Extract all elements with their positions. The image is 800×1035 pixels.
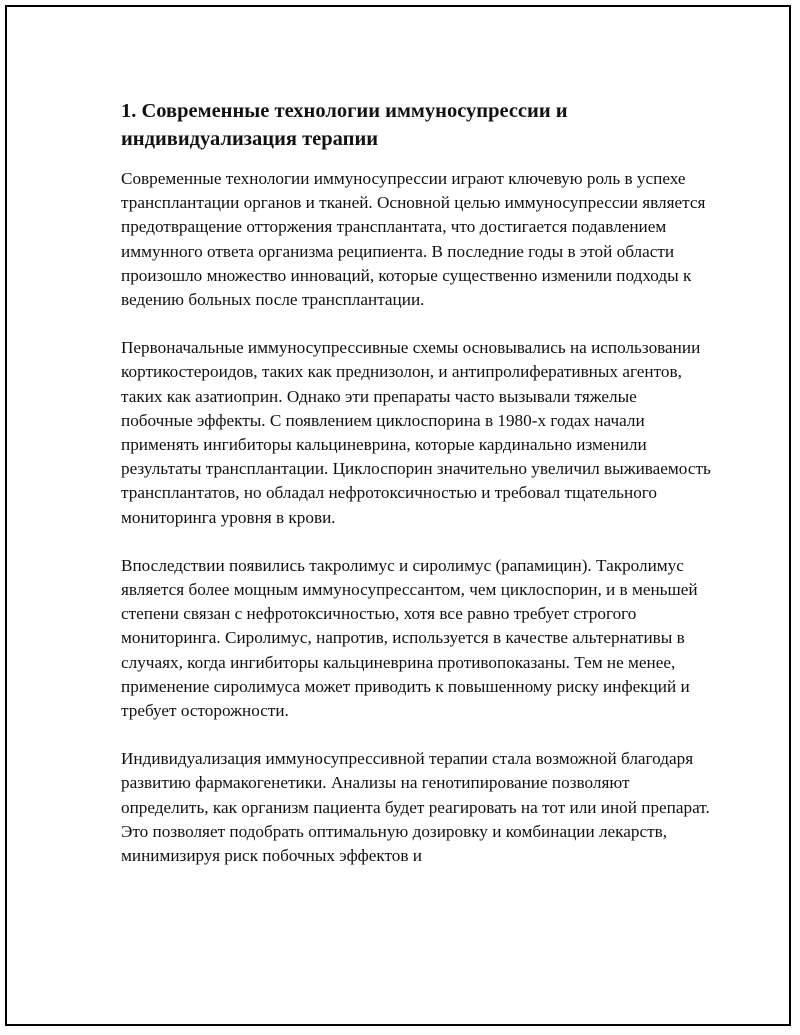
section-heading: 1. Современные технологии иммуносупрессии и индивидуализация терапии: [121, 100, 568, 150]
paragraph-4: Индивидуализация иммуносупрессивной терапии стала возможной благодаря развитию фармакогенетики. Анализы на генотипирование позволяют определить, как организм пациента будет реагировать на тот или иной препарат. Это позволяет подобрать оптимальную дозировку и комбинации лекарств, минимизируя риск побочных эффектов и: [121, 749, 710, 866]
paragraph-1: Современные технологии иммуносупрессии играют ключевую роль в успехе трансплантации органов и тканей. Основной целью иммуносупрессии является предотвращение отторжения трансплантата, что достигается подавлением иммунного ответа организма реципиента. В последние годы в этой области произошло множество инноваций, которые существенно изменили подходы к ведению больных после трансплантации.: [121, 169, 706, 310]
paragraph-3: Впоследствии появились такролимус и сиролимус (рапамицин). Такролимус является более мощным иммуносупрессантом, чем циклоспорин, и в меньшей степени связан с нефротоксичностью, хотя все равно требует строгого мониторинга. Сиролимус, напротив, используется в качестве альтернативы в случаях, когда ингибиторы кальциневрина противопоказаны. Тем не менее, применение сиролимуса может приводить к повышенному риску инфекций и требует осторожности.: [121, 555, 698, 721]
document-body: [121, 97, 711, 892]
page-frame: [5, 5, 791, 1026]
paragraph-2: Первоначальные иммуносупрессивные схемы основывались на использовании кортикостероидов, таких как преднизолон, и антипролиферативных агентов, таких как азатиоприн. Однако эти препараты часто вызывали тяжелые побочные эффекты. С появлением циклоспорина в 1980-х годах начали применять ингибиторы кальциневрина, которые кардинально изменили результаты трансплантации. Циклоспорин значительно увеличил выживаемость трансплантатов, но обладал нефротоксичностью и требовал тщательного мониторинга уровня в крови.: [121, 338, 711, 527]
